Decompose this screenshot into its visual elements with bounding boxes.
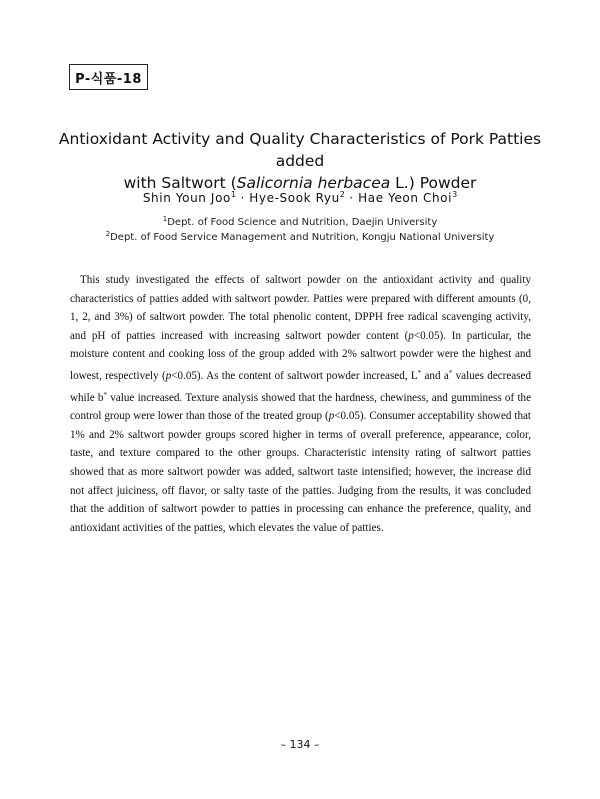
title-line-2-end: L.) Powder (390, 174, 477, 192)
affiliation-text: Dept. of Food Science and Nutrition, Daejin University (167, 217, 438, 228)
superscript-star: * (417, 368, 422, 377)
author-separator: · (344, 191, 359, 205)
paper-title (40, 128, 560, 194)
author-aff-mark: 1 (230, 190, 237, 199)
abstract-text: value increased. Texture analysis showed that the hardness, chewiness, and gumminess of the control group were lower than those of the treated group ( (70, 391, 532, 423)
abstract-paragraph (70, 271, 531, 537)
affiliation-number: 1 (162, 215, 168, 223)
abstract-text: values decreased while b (70, 369, 531, 404)
p-value-symbol: p (408, 329, 414, 342)
session-code: P-식품-18 (75, 71, 142, 87)
superscript-star: * (103, 390, 107, 399)
affiliation-text: Dept. of Food Service Management and Nutrition, Kongju National University (110, 232, 495, 243)
author-aff-mark: 3 (452, 190, 458, 199)
affiliation-1 (0, 215, 600, 228)
author-name: Hye-Sook Ryu (249, 191, 340, 205)
author-separator: · (236, 191, 250, 205)
session-code-box (69, 64, 148, 90)
affiliation-number: 2 (105, 230, 111, 238)
abstract-text: <0.05). As the content of saltwort powder increased, L (171, 369, 418, 382)
abstract-text: This study investigated the effects of saltwort powder on the antioxidant activity and quality characteristics of patties added with saltwort powder. Patties were prepared with different amounts (0, 1, 2, and 3%) of saltwort powder. The total phenolic content, DPPH free radical scavenging activity, and pH of patties increased with increasing saltwort powder content ( (70, 274, 531, 342)
superscript-star: * (448, 368, 453, 377)
p-value-symbol: p (328, 410, 335, 423)
author-aff-mark: 2 (339, 190, 345, 199)
author-list (0, 190, 600, 205)
abstract-text: and a (421, 369, 449, 382)
page-number: – 134 – (280, 738, 320, 751)
author-name: Hae Yeon Choi (358, 191, 453, 205)
abstract-text: <0.05). In particular, the moisture content and cooking loss of the group added with 2% saltwort powder were the highest and lowest, respectively ( (70, 329, 531, 382)
abstract-text: <0.05). Consumer acceptability showed that 1% and 2% saltwort powder groups scored higher in terms of overall preference, appearance, color, taste, and texture compared to the other groups. Characteristic intensity rating of saltwort patties showed that as more saltwort powder was added, saltwort taste intensified; however, the increase did not affect juiciness, off flavor, or salty taste of the patties. Judging from the results, it was concluded that the addition of saltwort powder to patties in processing can enhance the preference, quality, and antioxidant activities of the patties, which elevates the value of patties. (70, 410, 531, 534)
affiliation-2 (0, 230, 600, 243)
title-line-2-start: with Saltwort ( (123, 174, 237, 192)
author-name: Shin Youn Joo (142, 191, 231, 205)
p-value-symbol: p (165, 369, 172, 382)
scientific-name: Salicornia herbacea (236, 174, 391, 192)
title-line-1: Antioxidant Activity and Quality Characteristics of Pork Patties added (58, 130, 542, 170)
